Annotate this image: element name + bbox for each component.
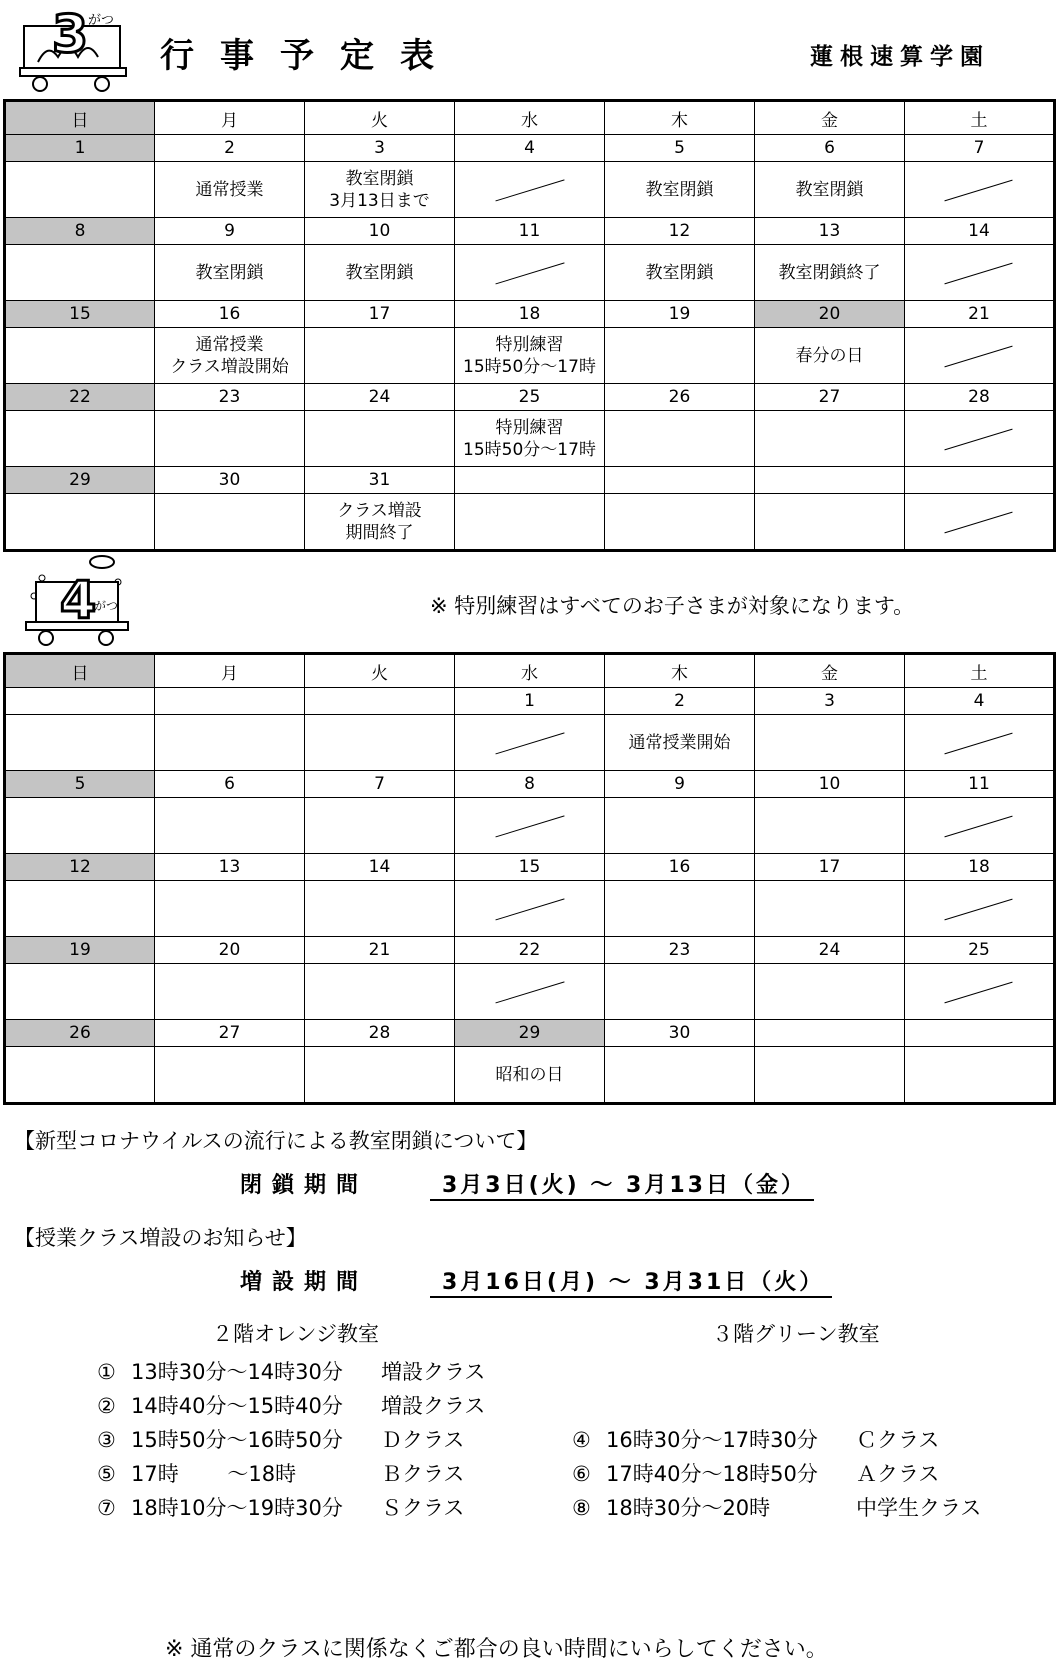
date-cell <box>605 467 755 494</box>
schedule-time: 14時40分～15時40分 <box>131 1394 343 1418</box>
date-cell: 24 <box>755 937 905 964</box>
event-text: 3月13日まで <box>329 190 430 211</box>
no-class-slash <box>945 262 1013 284</box>
event-text: クラス増設開始 <box>170 356 289 377</box>
schedule-number: ③ <box>97 1428 116 1452</box>
date-cell: 20 <box>155 937 305 964</box>
event-cell <box>755 162 905 218</box>
date-cell: 5 <box>605 135 755 162</box>
date-cell: 28 <box>305 1020 455 1047</box>
schedule-class: Ｓクラス <box>381 1496 465 1520</box>
schedule-time: 16時30分～17時30分 <box>606 1428 818 1452</box>
no-class-slash <box>945 511 1013 533</box>
date-cell: 13 <box>755 218 905 245</box>
event-row <box>5 494 1055 551</box>
date-cell: 9 <box>605 771 755 798</box>
date-cell: 24 <box>305 384 455 411</box>
date-cell: 25 <box>455 384 605 411</box>
event-cell <box>155 881 305 937</box>
event-row <box>5 1047 1055 1104</box>
event-cell <box>305 715 455 771</box>
event-text: 特別練習 <box>495 334 564 355</box>
date-cell: 16 <box>605 854 755 881</box>
schedule-number: ⑧ <box>572 1496 591 1520</box>
weekday-label: 火 <box>305 654 455 688</box>
date-cell: 8 <box>455 771 605 798</box>
event-cell <box>605 964 755 1020</box>
date-cell: 25 <box>905 937 1055 964</box>
schedule-class: Ｃクラス <box>856 1428 940 1452</box>
event-cell <box>455 881 605 937</box>
event-cell <box>5 494 155 551</box>
event-cell <box>755 715 905 771</box>
date-cell: 22 <box>455 937 605 964</box>
event-cell <box>305 1047 455 1104</box>
date-cell: 21 <box>305 937 455 964</box>
event-cell <box>605 411 755 467</box>
date-cell: 18 <box>455 301 605 328</box>
event-text: 教室閉鎖 <box>645 179 714 200</box>
date-cell: 10 <box>755 771 905 798</box>
event-text: 教室閉鎖 <box>645 262 714 283</box>
schedule-item <box>97 1492 464 1522</box>
event-cell <box>5 715 155 771</box>
event-cell <box>305 881 455 937</box>
march-numeral: 3 <box>52 5 89 65</box>
schedule-time: 15時50分～16時50分 <box>131 1428 343 1452</box>
date-cell: 17 <box>305 301 455 328</box>
schedule-class: 増設クラス <box>381 1360 486 1384</box>
footer-note: ※ 通常のクラスに関係なくご都合の良い時間にいらしてください。 <box>165 1637 828 1662</box>
event-row <box>5 715 1055 771</box>
event-row <box>5 798 1055 854</box>
event-cell <box>905 1047 1055 1104</box>
schedule-class: Ｂクラス <box>381 1462 465 1486</box>
event-cell <box>605 881 755 937</box>
date-cell: 14 <box>905 218 1055 245</box>
no-class-slash <box>945 179 1013 201</box>
event-row <box>5 964 1055 1020</box>
date-cell <box>305 688 455 715</box>
date-row <box>5 854 1055 881</box>
event-cell <box>5 328 155 384</box>
event-text: 教室閉鎖終了 <box>778 262 881 283</box>
event-cell <box>305 411 455 467</box>
date-cell: 19 <box>605 301 755 328</box>
event-row <box>5 411 1055 467</box>
expansion-period <box>240 1265 832 1298</box>
march-cart-icon <box>18 2 128 94</box>
weekday-label: 水 <box>455 101 605 135</box>
schedule-item <box>97 1390 485 1420</box>
event-cell <box>755 494 905 551</box>
schedule-class: 増設クラス <box>381 1394 486 1418</box>
date-cell: 5 <box>5 771 155 798</box>
date-cell: 23 <box>155 384 305 411</box>
march-calendar <box>3 99 1056 552</box>
special-practice-note: ※ 特別練習はすべてのお子さまが対象になります。 <box>430 594 915 618</box>
schedule-item <box>97 1458 464 1488</box>
event-cell <box>305 494 455 551</box>
event-cell <box>605 245 755 301</box>
event-cell <box>455 494 605 551</box>
weekday-label: 水 <box>455 654 605 688</box>
event-cell <box>605 162 755 218</box>
date-cell: 12 <box>605 218 755 245</box>
schedule-item <box>572 1424 939 1454</box>
date-row <box>5 301 1055 328</box>
date-cell: 27 <box>755 384 905 411</box>
event-cell <box>455 964 605 1020</box>
event-cell <box>305 162 455 218</box>
schedule-item <box>572 1458 939 1488</box>
date-row <box>5 384 1055 411</box>
schedule-number: ① <box>97 1360 116 1384</box>
date-cell: 16 <box>155 301 305 328</box>
date-cell: 3 <box>755 688 905 715</box>
event-cell <box>905 798 1055 854</box>
date-cell: 11 <box>455 218 605 245</box>
date-cell: 15 <box>455 854 605 881</box>
date-cell: 11 <box>905 771 1055 798</box>
date-cell: 7 <box>905 135 1055 162</box>
weekday-label: 木 <box>605 654 755 688</box>
no-class-slash <box>495 898 564 920</box>
date-cell: 7 <box>305 771 455 798</box>
event-cell <box>5 964 155 1020</box>
date-cell: 20 <box>755 301 905 328</box>
event-cell <box>905 494 1055 551</box>
header <box>0 0 1057 100</box>
date-cell: 8 <box>5 218 155 245</box>
date-cell: 2 <box>605 688 755 715</box>
event-text: 教室閉鎖 <box>345 168 414 189</box>
date-cell: 29 <box>5 467 155 494</box>
event-cell <box>605 798 755 854</box>
date-cell: 4 <box>455 135 605 162</box>
event-cell <box>905 245 1055 301</box>
event-cell <box>155 964 305 1020</box>
room-orange: ２階オレンジ教室 <box>212 1322 379 1346</box>
event-cell <box>605 328 755 384</box>
event-cell <box>305 328 455 384</box>
date-cell: 13 <box>155 854 305 881</box>
no-class-slash <box>945 981 1013 1003</box>
event-cell <box>155 1047 305 1104</box>
schedule-time: 17時40分～18時50分 <box>606 1462 818 1486</box>
event-cell <box>5 881 155 937</box>
event-cell <box>455 798 605 854</box>
schedule-item <box>97 1356 485 1386</box>
expansion-heading: 【授業クラス増設のお知らせ】 <box>14 1226 307 1250</box>
schedule-time: 13時30分～14時30分 <box>131 1360 343 1384</box>
april-numeral: 4 <box>60 571 97 631</box>
event-cell <box>905 881 1055 937</box>
event-text: 特別練習 <box>495 417 564 438</box>
event-cell <box>155 162 305 218</box>
date-cell: 1 <box>455 688 605 715</box>
event-cell <box>905 411 1055 467</box>
event-cell <box>305 964 455 1020</box>
date-cell: 28 <box>905 384 1055 411</box>
weekday-label: 木 <box>605 101 755 135</box>
event-text: 教室閉鎖 <box>795 179 864 200</box>
expansion-period-label: 増設期間 <box>240 1270 369 1295</box>
event-cell <box>5 245 155 301</box>
date-row <box>5 218 1055 245</box>
schedule-number: ⑦ <box>97 1496 116 1520</box>
event-text: 通常授業 <box>195 334 264 355</box>
schedule-number: ④ <box>572 1428 591 1452</box>
date-cell <box>755 467 905 494</box>
weekday-label: 土 <box>905 101 1055 135</box>
date-cell: 15 <box>5 301 155 328</box>
closure-period-value: 3月3日(火) ～ 3月13日（金） <box>430 1168 814 1201</box>
date-cell: 9 <box>155 218 305 245</box>
date-cell: 19 <box>5 937 155 964</box>
no-class-slash <box>495 981 564 1003</box>
event-cell <box>755 798 905 854</box>
event-cell <box>905 162 1055 218</box>
date-cell: 2 <box>155 135 305 162</box>
weekday-header-row <box>5 654 1055 688</box>
weekday-label: 月 <box>155 654 305 688</box>
date-row <box>5 688 1055 715</box>
date-cell <box>905 1020 1055 1047</box>
schedule-item <box>572 1492 981 1522</box>
event-cell <box>5 798 155 854</box>
no-class-slash <box>495 732 564 754</box>
event-text: 通常授業 <box>195 179 264 200</box>
date-cell <box>155 688 305 715</box>
event-cell <box>755 1047 905 1104</box>
date-row <box>5 937 1055 964</box>
event-text: 教室閉鎖 <box>195 262 264 283</box>
event-text: 春分の日 <box>795 345 864 366</box>
no-class-slash <box>495 179 564 201</box>
date-row <box>5 1020 1055 1047</box>
event-cell <box>605 1047 755 1104</box>
weekday-label: 日 <box>5 101 155 135</box>
event-cell <box>755 328 905 384</box>
no-class-slash <box>945 345 1013 367</box>
event-cell <box>755 881 905 937</box>
event-cell <box>605 494 755 551</box>
april-calendar <box>3 652 1056 1105</box>
date-cell: 30 <box>155 467 305 494</box>
schedule-class: 中学生クラス <box>856 1496 982 1520</box>
event-cell <box>905 715 1055 771</box>
expansion-period-value: 3月16日(月) ～ 3月31日（火） <box>430 1265 832 1298</box>
page-title: 行事予定表 <box>160 36 460 76</box>
event-cell <box>455 411 605 467</box>
weekday-label: 土 <box>905 654 1055 688</box>
closure-period <box>240 1168 814 1201</box>
school-name: 蓮根速算学園 <box>810 44 990 70</box>
event-row <box>5 328 1055 384</box>
event-cell <box>905 328 1055 384</box>
date-cell: 30 <box>605 1020 755 1047</box>
event-text: クラス増設 <box>337 500 422 521</box>
closure-period-label: 閉鎖期間 <box>240 1173 369 1198</box>
date-row <box>5 467 1055 494</box>
date-cell: 4 <box>905 688 1055 715</box>
date-cell: 27 <box>155 1020 305 1047</box>
schedule-class: Ｄクラス <box>381 1428 465 1452</box>
event-cell <box>5 1047 155 1104</box>
schedule-time: 18時10分～19時30分 <box>131 1496 343 1520</box>
schedule-item <box>97 1424 464 1454</box>
date-cell: 23 <box>605 937 755 964</box>
room-green: ３階グリーン教室 <box>712 1322 880 1346</box>
event-text: 15時50分～17時 <box>463 356 596 377</box>
event-text: 15時50分～17時 <box>463 439 596 460</box>
date-cell <box>5 688 155 715</box>
date-cell: 6 <box>755 135 905 162</box>
no-class-slash <box>945 815 1013 837</box>
date-cell: 26 <box>5 1020 155 1047</box>
date-cell: 10 <box>305 218 455 245</box>
event-cell <box>455 715 605 771</box>
event-cell <box>5 411 155 467</box>
event-cell <box>755 964 905 1020</box>
event-cell <box>455 162 605 218</box>
march-suffix: がつ <box>88 13 115 28</box>
schedule-time: 17時 ～18時 <box>131 1462 297 1486</box>
date-cell: 29 <box>455 1020 605 1047</box>
event-cell <box>755 411 905 467</box>
event-row <box>5 245 1055 301</box>
date-cell <box>755 1020 905 1047</box>
weekday-label: 火 <box>305 101 455 135</box>
april-suffix: がつ <box>94 599 119 613</box>
event-cell <box>155 328 305 384</box>
schedule-number: ⑤ <box>97 1462 116 1486</box>
event-text: 教室閉鎖 <box>345 262 414 283</box>
no-class-slash <box>495 262 564 284</box>
weekday-label: 金 <box>755 654 905 688</box>
event-cell <box>905 964 1055 1020</box>
date-row <box>5 135 1055 162</box>
event-cell <box>305 798 455 854</box>
weekday-label: 月 <box>155 101 305 135</box>
no-class-slash <box>945 428 1013 450</box>
date-cell: 17 <box>755 854 905 881</box>
closure-heading: 【新型コロナウイルスの流行による教室閉鎖について】 <box>14 1129 538 1153</box>
date-row <box>5 771 1055 798</box>
event-cell <box>155 798 305 854</box>
date-cell: 18 <box>905 854 1055 881</box>
schedule-time: 18時30分～20時 <box>606 1496 771 1520</box>
date-cell <box>455 467 605 494</box>
no-class-slash <box>945 898 1013 920</box>
april-cart-icon <box>22 552 132 648</box>
event-cell <box>155 494 305 551</box>
event-text: 期間終了 <box>345 522 414 543</box>
event-text: 昭和の日 <box>495 1064 564 1085</box>
event-row <box>5 162 1055 218</box>
date-cell: 26 <box>605 384 755 411</box>
event-row <box>5 881 1055 937</box>
event-cell <box>455 245 605 301</box>
event-cell <box>455 1047 605 1104</box>
date-cell: 21 <box>905 301 1055 328</box>
schedule-number: ⑥ <box>572 1462 591 1486</box>
event-cell <box>755 245 905 301</box>
event-cell <box>5 162 155 218</box>
date-cell: 12 <box>5 854 155 881</box>
schedule-number: ② <box>97 1394 116 1418</box>
date-cell <box>905 467 1055 494</box>
no-class-slash <box>945 732 1013 754</box>
date-cell: 3 <box>305 135 455 162</box>
event-cell <box>155 715 305 771</box>
event-cell <box>155 245 305 301</box>
weekday-header-row <box>5 101 1055 135</box>
schedule-class: Ａクラス <box>856 1462 940 1486</box>
date-cell: 1 <box>5 135 155 162</box>
weekday-label: 金 <box>755 101 905 135</box>
date-cell: 31 <box>305 467 455 494</box>
weekday-label: 日 <box>5 654 155 688</box>
no-class-slash <box>495 815 564 837</box>
date-cell: 6 <box>155 771 305 798</box>
event-text: 通常授業開始 <box>628 732 731 753</box>
event-cell <box>605 715 755 771</box>
date-cell: 22 <box>5 384 155 411</box>
event-cell <box>155 411 305 467</box>
event-cell <box>305 245 455 301</box>
date-cell: 14 <box>305 854 455 881</box>
event-cell <box>455 328 605 384</box>
